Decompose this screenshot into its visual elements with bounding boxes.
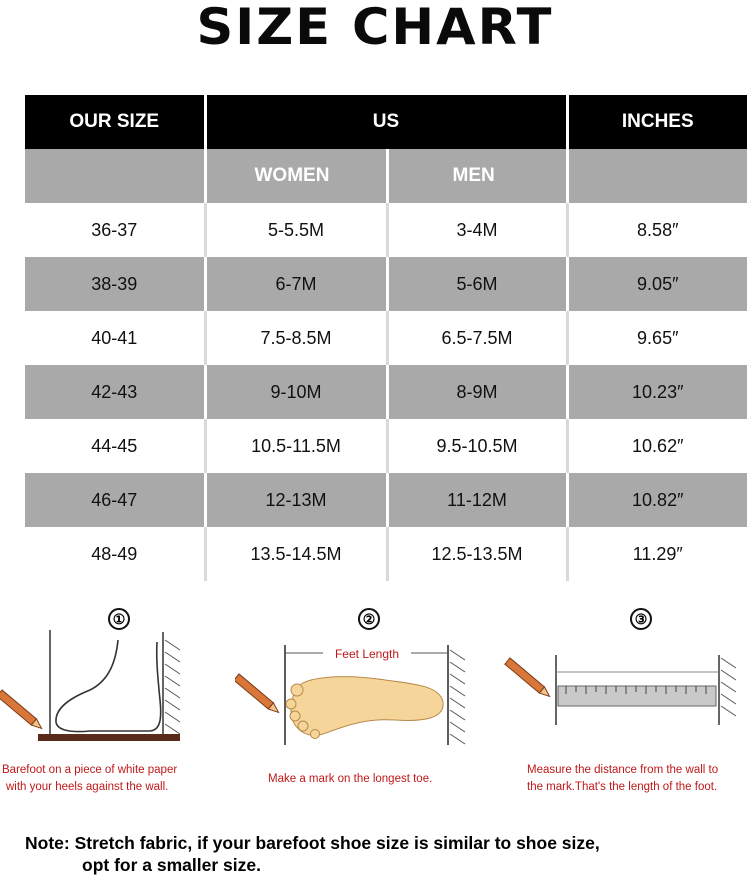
cell-us-men: 6.5-7.5M (387, 311, 567, 365)
cell-us-men: 8-9M (387, 365, 567, 419)
step-3-caption: Measure the distance from the wall to the mark.That's the length of the foot. (527, 764, 719, 793)
subheader-men: MEN (387, 149, 567, 203)
subheader-women: WOMEN (205, 149, 387, 203)
step-number: ① (108, 608, 130, 630)
cell-our-size: 36-37 (25, 203, 205, 257)
cell-our-size: 48-49 (25, 527, 205, 581)
cell-inches: 10.23″ (567, 365, 747, 419)
cell-us-men: 9.5-10.5M (387, 419, 567, 473)
subheader-empty (25, 149, 205, 203)
cell-inches: 10.82″ (567, 473, 747, 527)
table-header-row (25, 95, 747, 149)
cell-our-size: 40-41 (25, 311, 205, 365)
cell-us-women: 10.5-11.5M (205, 419, 387, 473)
cell-our-size: 44-45 (25, 419, 205, 473)
cell-us-women: 13.5-14.5M (205, 527, 387, 581)
foot-on-paper-icon (0, 630, 200, 750)
cell-us-men: 5-6M (387, 257, 567, 311)
step-1 (0, 600, 250, 810)
header-us: US (205, 95, 567, 149)
header-our-size: OUR SIZE (25, 95, 205, 149)
step-3 (500, 600, 750, 810)
step-1-caption: Barefoot on a piece of white paper with your heels against the wall. (2, 764, 178, 793)
header-inches: INCHES (567, 95, 747, 149)
cell-us-women: 9-10M (205, 365, 387, 419)
cell-our-size: 38-39 (25, 257, 205, 311)
cell-inches: 10.62″ (567, 419, 747, 473)
feet-length-label: Feet Length (334, 647, 400, 661)
step-number: ② (358, 608, 380, 630)
ruler-measure-icon (500, 630, 750, 750)
table-subheader-row (25, 149, 747, 203)
cell-inches: 8.58″ (567, 203, 747, 257)
step-number: ③ (630, 608, 652, 630)
cell-us-women: 12-13M (205, 473, 387, 527)
cell-inches: 11.29″ (567, 527, 747, 581)
cell-us-women: 5-5.5M (205, 203, 387, 257)
table-row (25, 473, 747, 527)
table-row (25, 419, 747, 473)
cell-inches: 9.05″ (567, 257, 747, 311)
cell-us-men: 11-12M (387, 473, 567, 527)
note-text: Note: Stretch fabric, if your barefoot shoe size is similar to shoe size, opt for a smaller size. (25, 833, 600, 875)
cell-inches: 9.65″ (567, 311, 747, 365)
cell-us-women: 7.5-8.5M (205, 311, 387, 365)
cell-our-size: 42-43 (25, 365, 205, 419)
step-2-caption: Make a mark on the longest toe. (268, 773, 433, 785)
step-2 (235, 600, 485, 810)
table-row (25, 257, 747, 311)
cell-us-men: 12.5-13.5M (387, 527, 567, 581)
table-row (25, 527, 747, 581)
page-title: SIZE CHART (196, 0, 554, 56)
cell-our-size: 46-47 (25, 473, 205, 527)
cell-us-women: 6-7M (205, 257, 387, 311)
subheader-empty (567, 149, 747, 203)
size-chart-table (25, 95, 747, 581)
table-row (25, 311, 747, 365)
foot-length-icon (235, 630, 485, 750)
table-row (25, 365, 747, 419)
cell-us-men: 3-4M (387, 203, 567, 257)
table-row (25, 203, 747, 257)
